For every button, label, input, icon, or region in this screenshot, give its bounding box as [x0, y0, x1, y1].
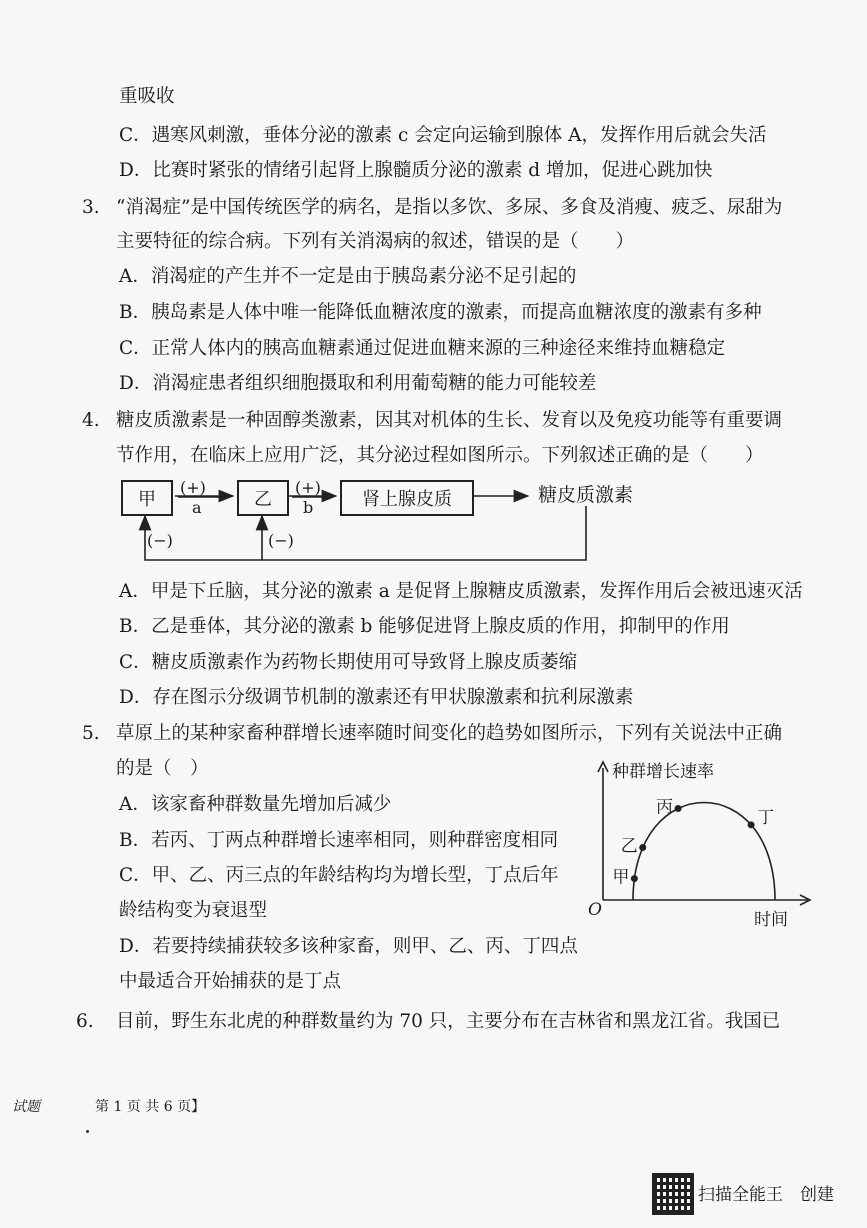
q4-option-d: D．存在图示分级调节机制的激素还有甲状腺激素和抗利尿激素	[119, 687, 634, 708]
curve-point-label-2: 乙	[620, 836, 638, 857]
feedback-label-1: (−)	[147, 531, 173, 550]
arrow-b-sign: (+)	[295, 478, 321, 497]
curve-point-2	[639, 844, 646, 851]
arrow-a-sign: (+)	[180, 478, 206, 497]
q4-stem-line1: 糖皮质激素是一种固醇类激素，因其对机体的生长、发育以及免疫功能等有重要调	[116, 410, 783, 431]
origin-label: O	[588, 900, 602, 920]
q5-option-d-line2: 中最适合开始捕获的是丁点	[119, 971, 342, 992]
growth-curve	[633, 803, 775, 901]
q5-option-b: B．若丙、丁两点种群增长速率相同，则种群密度相同	[119, 830, 559, 851]
curve-point-label-1: 甲	[612, 867, 630, 888]
curve-point-3	[675, 805, 682, 812]
q5-number: 5.	[82, 723, 100, 744]
page-number: 第 1 页 共 6 页】	[95, 1099, 206, 1115]
y-axis-label: 种群增长速率	[612, 762, 714, 782]
q6-number: 6.	[76, 1011, 94, 1032]
q2-option-d: D．比赛时紧张的情绪引起肾上腺髓质分泌的激素 d 增加，促进心跳加快	[119, 160, 713, 181]
q4-stem-line2: 节作用，在临床上应用广泛，其分泌过程如图所示。下列叙述正确的是（ ）	[116, 445, 764, 466]
q2-option-c: C．遇寒风刺激，垂体分泌的激素 c 会定向运输到腺体 A，发挥作用后就会失活	[119, 125, 767, 146]
arrow-b-label: b	[303, 498, 314, 517]
curve-point-label-3: 丙	[656, 797, 674, 818]
q3-stem-line2: 主要特征的综合病。下列有关消渴病的叙述，错误的是（ ）	[116, 231, 635, 252]
q4-number: 4.	[82, 410, 100, 431]
scanner-watermark: 扫描全能王 创建	[698, 1185, 834, 1205]
box-jia: 甲	[121, 480, 173, 516]
product-label: 糖皮质激素	[538, 484, 634, 506]
qr-code-icon	[652, 1173, 694, 1215]
q6-stem-line1: 目前，野生东北虎的种群数量约为 70 只，主要分布在吉林省和黑龙江省。我国已	[116, 1011, 781, 1032]
q4-option-b: B．乙是垂体，其分泌的激素 b 能够促进肾上腺皮质的作用，抑制甲的作用	[119, 616, 730, 637]
q3-option-c: C．正常人体内的胰高血糖素通过促进血糖来源的三种途径来维持血糖稳定	[119, 338, 726, 359]
curve-point-1	[631, 875, 638, 882]
q4-option-c: C．糖皮质激素作为药物长期使用可导致肾上腺皮质萎缩	[119, 652, 578, 673]
q5-stem-line1: 草原上的某种家畜种群增长速率随时间变化的趋势如图所示，下列有关说法中正确	[116, 723, 783, 744]
q5-option-c-line2: 龄结构变为衰退型	[119, 900, 268, 921]
q4-option-a: A．甲是下丘脑，其分泌的激素 a 是促肾上腺糖皮质激素，发挥作用后会被迅速灭活	[119, 581, 803, 602]
x-axis-label: 时间	[754, 910, 788, 930]
q5-option-c-line1: C．甲、乙、丙三点的年龄结构均为增长型，丁点后年	[119, 865, 559, 886]
q3-number: 3.	[82, 197, 100, 218]
q5-option-d-line1: D．若要持续捕获较多该种家畜，则甲、乙、丙、丁四点	[119, 936, 578, 957]
feedback-label-2: (−)	[268, 531, 294, 550]
q2-continuation: 重吸收	[119, 86, 175, 107]
box-yi: 乙	[237, 480, 289, 516]
q3-option-a: A．消渴症的产生并不一定是由于胰岛素分泌不足引起的	[119, 266, 577, 287]
q3-option-d: D．消渴症患者组织细胞摄取和利用葡萄糖的能力可能较差	[119, 373, 597, 394]
curve-point-label-4: 丁	[757, 807, 775, 828]
box-adrenal-cortex: 肾上腺皮质	[340, 480, 474, 516]
footer-left-text: 试题	[12, 1099, 40, 1115]
curve-point-4	[748, 821, 755, 828]
q5-stem-line2: 的是（ ）	[116, 758, 209, 779]
q5-option-a: A．该家畜种群数量先增加后减少	[119, 794, 392, 815]
q3-stem-line1: “消渴症”是中国传统医学的病名，是指以多饮、多尿、多食及消瘦、疲乏、尿甜为	[116, 197, 783, 218]
arrow-a-label: a	[192, 498, 202, 517]
scan-speck	[86, 1130, 89, 1133]
q3-option-b: B．胰岛素是人体中唯一能降低血糖浓度的激素，而提高血糖浓度的激素有多种	[119, 302, 762, 323]
